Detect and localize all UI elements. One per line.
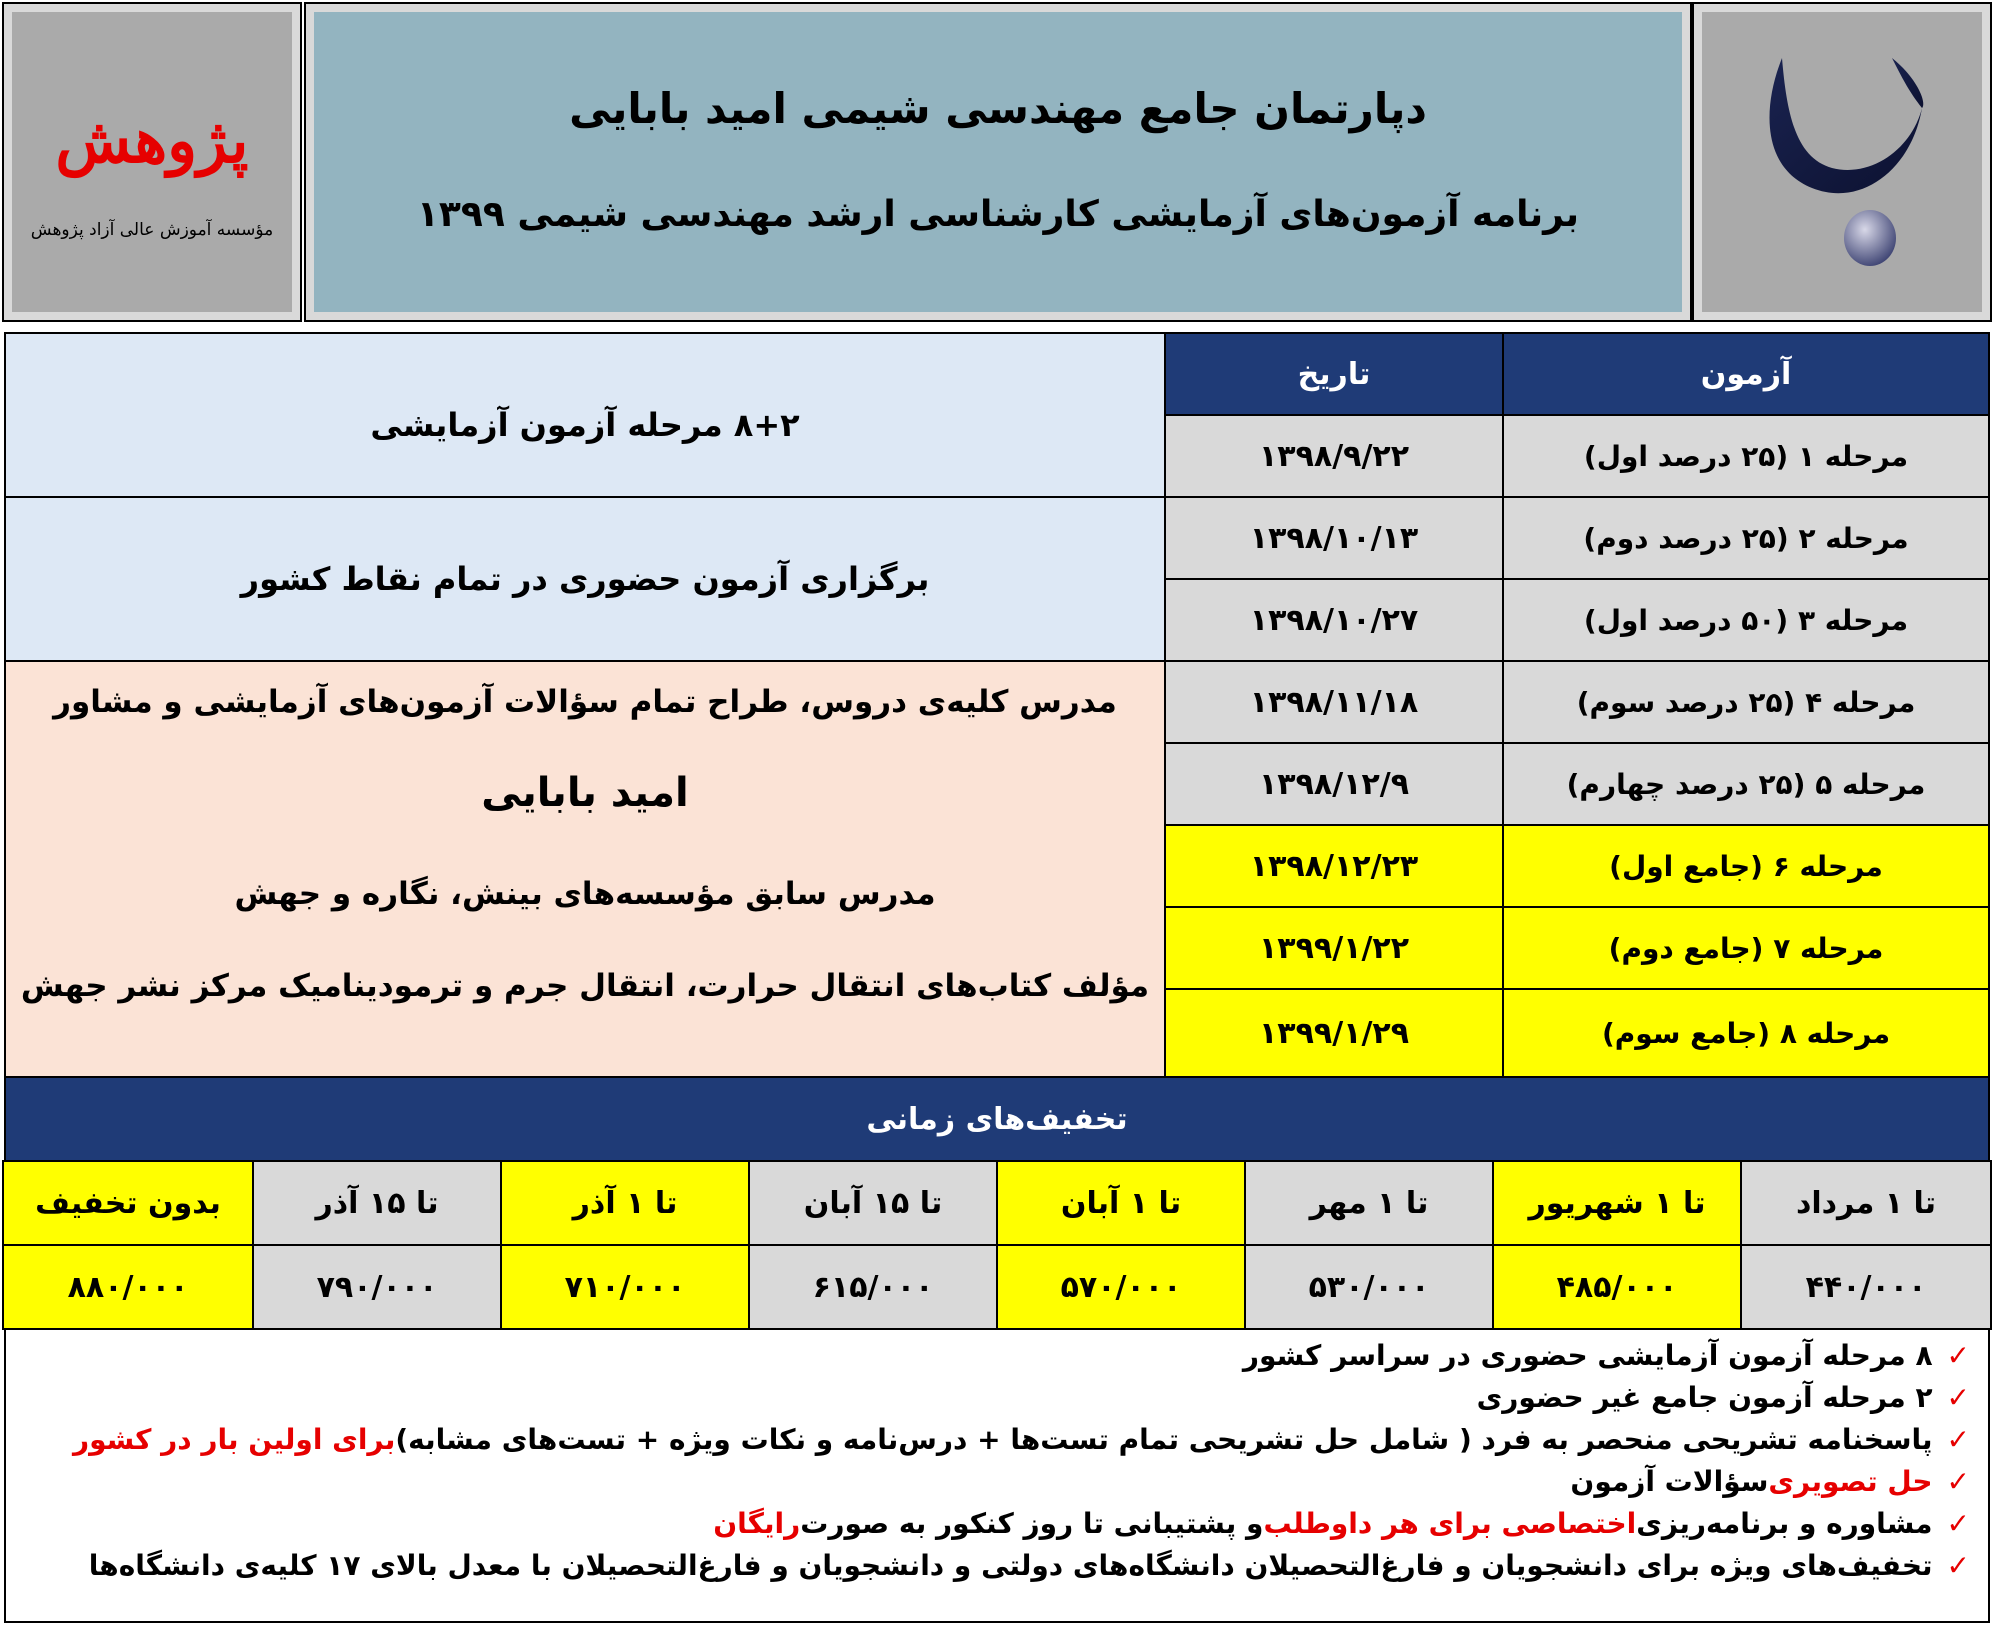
department-logo-icon <box>1742 48 1942 278</box>
features-list <box>4 1327 1990 1623</box>
discount-label-2: تا ۱ شهریور <box>1492 1160 1742 1246</box>
title-panel <box>306 4 1690 320</box>
col-header-date: تاریخ <box>1164 332 1504 416</box>
discount-label-3: تا ۱ مهر <box>1244 1160 1494 1246</box>
check-icon: ✓ <box>1946 1339 1970 1372</box>
instructor-author: مؤلف کتاب‌های انتقال حرارت، انتقال جرم و ترمودینامیک مرکز نشر جهش <box>20 968 1150 1004</box>
stage-5: مرحله ۵ (۲۵ درصد چهارم) <box>1502 742 1990 826</box>
discount-label-4: تا ۱ آبان <box>996 1160 1246 1246</box>
feature-item: ✓ حل تصویری سؤالات آزمون <box>24 1461 1970 1503</box>
discount-price-3: ۵۳۰/۰۰۰ <box>1244 1244 1494 1330</box>
feature-item: ✓ پاسخنامه تشریحی منحصر به فرد ( شامل حل تشریحی تمام تست‌ها + درس‌نامه و نکات ویژه + تست‌های مشابه) برای اولین بار در کشور <box>24 1419 1970 1461</box>
check-icon: ✓ <box>1946 1465 1970 1498</box>
discount-price-6: ۷۱۰/۰۰۰ <box>500 1244 750 1330</box>
stage-3: مرحله ۳ (۵۰ درصد اول) <box>1502 578 1990 662</box>
date-4: ۱۳۹۸/۱۱/۱۸ <box>1164 660 1504 744</box>
check-icon: ✓ <box>1946 1507 1970 1540</box>
discount-price-5: ۶۱۵/۰۰۰ <box>748 1244 998 1330</box>
discount-label-7: تا ۱۵ آذر <box>252 1160 502 1246</box>
discount-label-1: تا ۱ مرداد <box>1740 1160 1992 1246</box>
brand-name: مؤسسه آموزش عالی آزاد پژوهش <box>30 220 274 240</box>
date-6: ۱۳۹۸/۱۲/۲۳ <box>1164 824 1504 908</box>
discount-price-8: ۸۸۰/۰۰۰ <box>2 1244 254 1330</box>
stage-7: مرحله ۷ (جامع دوم) <box>1502 906 1990 990</box>
date-8: ۱۳۹۹/۱/۲۹ <box>1164 988 1504 1078</box>
instructor-former: مدرس سابق مؤسسه‌های بینش، نگاره و جهش <box>234 876 936 912</box>
col-header-exam: آزمون <box>1502 332 1990 416</box>
discount-price-7: ۷۹۰/۰۰۰ <box>252 1244 502 1330</box>
date-2: ۱۳۹۸/۱۰/۱۳ <box>1164 496 1504 580</box>
discount-price-1: ۴۴۰/۰۰۰ <box>1740 1244 1992 1330</box>
discounts-title: تخفیف‌های زمانی <box>4 1076 1990 1162</box>
page-subtitle: برنامه آزمون‌های آزمایشی کارشناسی ارشد مهندسی شیمی ۱۳۹۹ <box>416 194 1580 235</box>
discount-label-8: بدون تخفیف <box>2 1160 254 1246</box>
stage-1: مرحله ۱ (۲۵ درصد اول) <box>1502 414 1990 498</box>
date-3: ۱۳۹۸/۱۰/۲۷ <box>1164 578 1504 662</box>
check-icon: ✓ <box>1946 1423 1970 1456</box>
feature-item: ✓ تخفیف‌های ویژه برای دانشجویان و فارغ‌التحصیلان دانشگاه‌های دولتی و دانشجویان و فارغ‌التحصیلان با معدل بالای ۱۷ کلیه‌ی دانشگاه‌ها <box>24 1545 1970 1587</box>
page-title: دپارتمان جامع مهندسی شیمی امید بابایی <box>569 84 1427 133</box>
discount-price-2: ۴۸۵/۰۰۰ <box>1492 1244 1742 1330</box>
instructor-panel <box>4 660 1166 1078</box>
feature-item: ✓ ۸ مرحله آزمون آزمایشی حضوری در سراسر کشور <box>24 1335 1970 1377</box>
stage-6: مرحله ۶ (جامع اول) <box>1502 824 1990 908</box>
instructor-name: امید بابایی <box>481 770 689 816</box>
feature-item: ✓ ۲ مرحله آزمون جامع غیر حضوری <box>24 1377 1970 1419</box>
discount-label-5: تا ۱۵ آبان <box>748 1160 998 1246</box>
date-1: ۱۳۹۸/۹/۲۲ <box>1164 414 1504 498</box>
instructor-role: مدرس کلیه‌ی دروس، طراح تمام سؤالات آزمون‌های آزمایشی و مشاور <box>53 684 1117 720</box>
brand-logo: پژوهش <box>55 104 249 177</box>
logo-panel <box>1694 4 1990 320</box>
stage-2: مرحله ۲ (۲۵ درصد دوم) <box>1502 496 1990 580</box>
check-icon: ✓ <box>1946 1381 1970 1414</box>
note-stages-count: ۸+۲ مرحله آزمون آزمایشی <box>4 332 1166 498</box>
check-icon: ✓ <box>1946 1549 1970 1582</box>
discount-price-4: ۵۷۰/۰۰۰ <box>996 1244 1246 1330</box>
note-in-person: برگزاری آزمون حضوری در تمام نقاط کشور <box>4 496 1166 662</box>
feature-item: ✓ مشاوره و برنامه‌ریزی اختصاصی برای هر داوطلب و پشتیبانی تا روز کنکور به صورت رایگان <box>24 1503 1970 1545</box>
date-5: ۱۳۹۸/۱۲/۹ <box>1164 742 1504 826</box>
stage-8: مرحله ۸ (جامع سوم) <box>1502 988 1990 1078</box>
date-7: ۱۳۹۹/۱/۲۲ <box>1164 906 1504 990</box>
discount-label-6: تا ۱ آذر <box>500 1160 750 1246</box>
stage-4: مرحله ۴ (۲۵ درصد سوم) <box>1502 660 1990 744</box>
brand-panel <box>4 4 300 320</box>
